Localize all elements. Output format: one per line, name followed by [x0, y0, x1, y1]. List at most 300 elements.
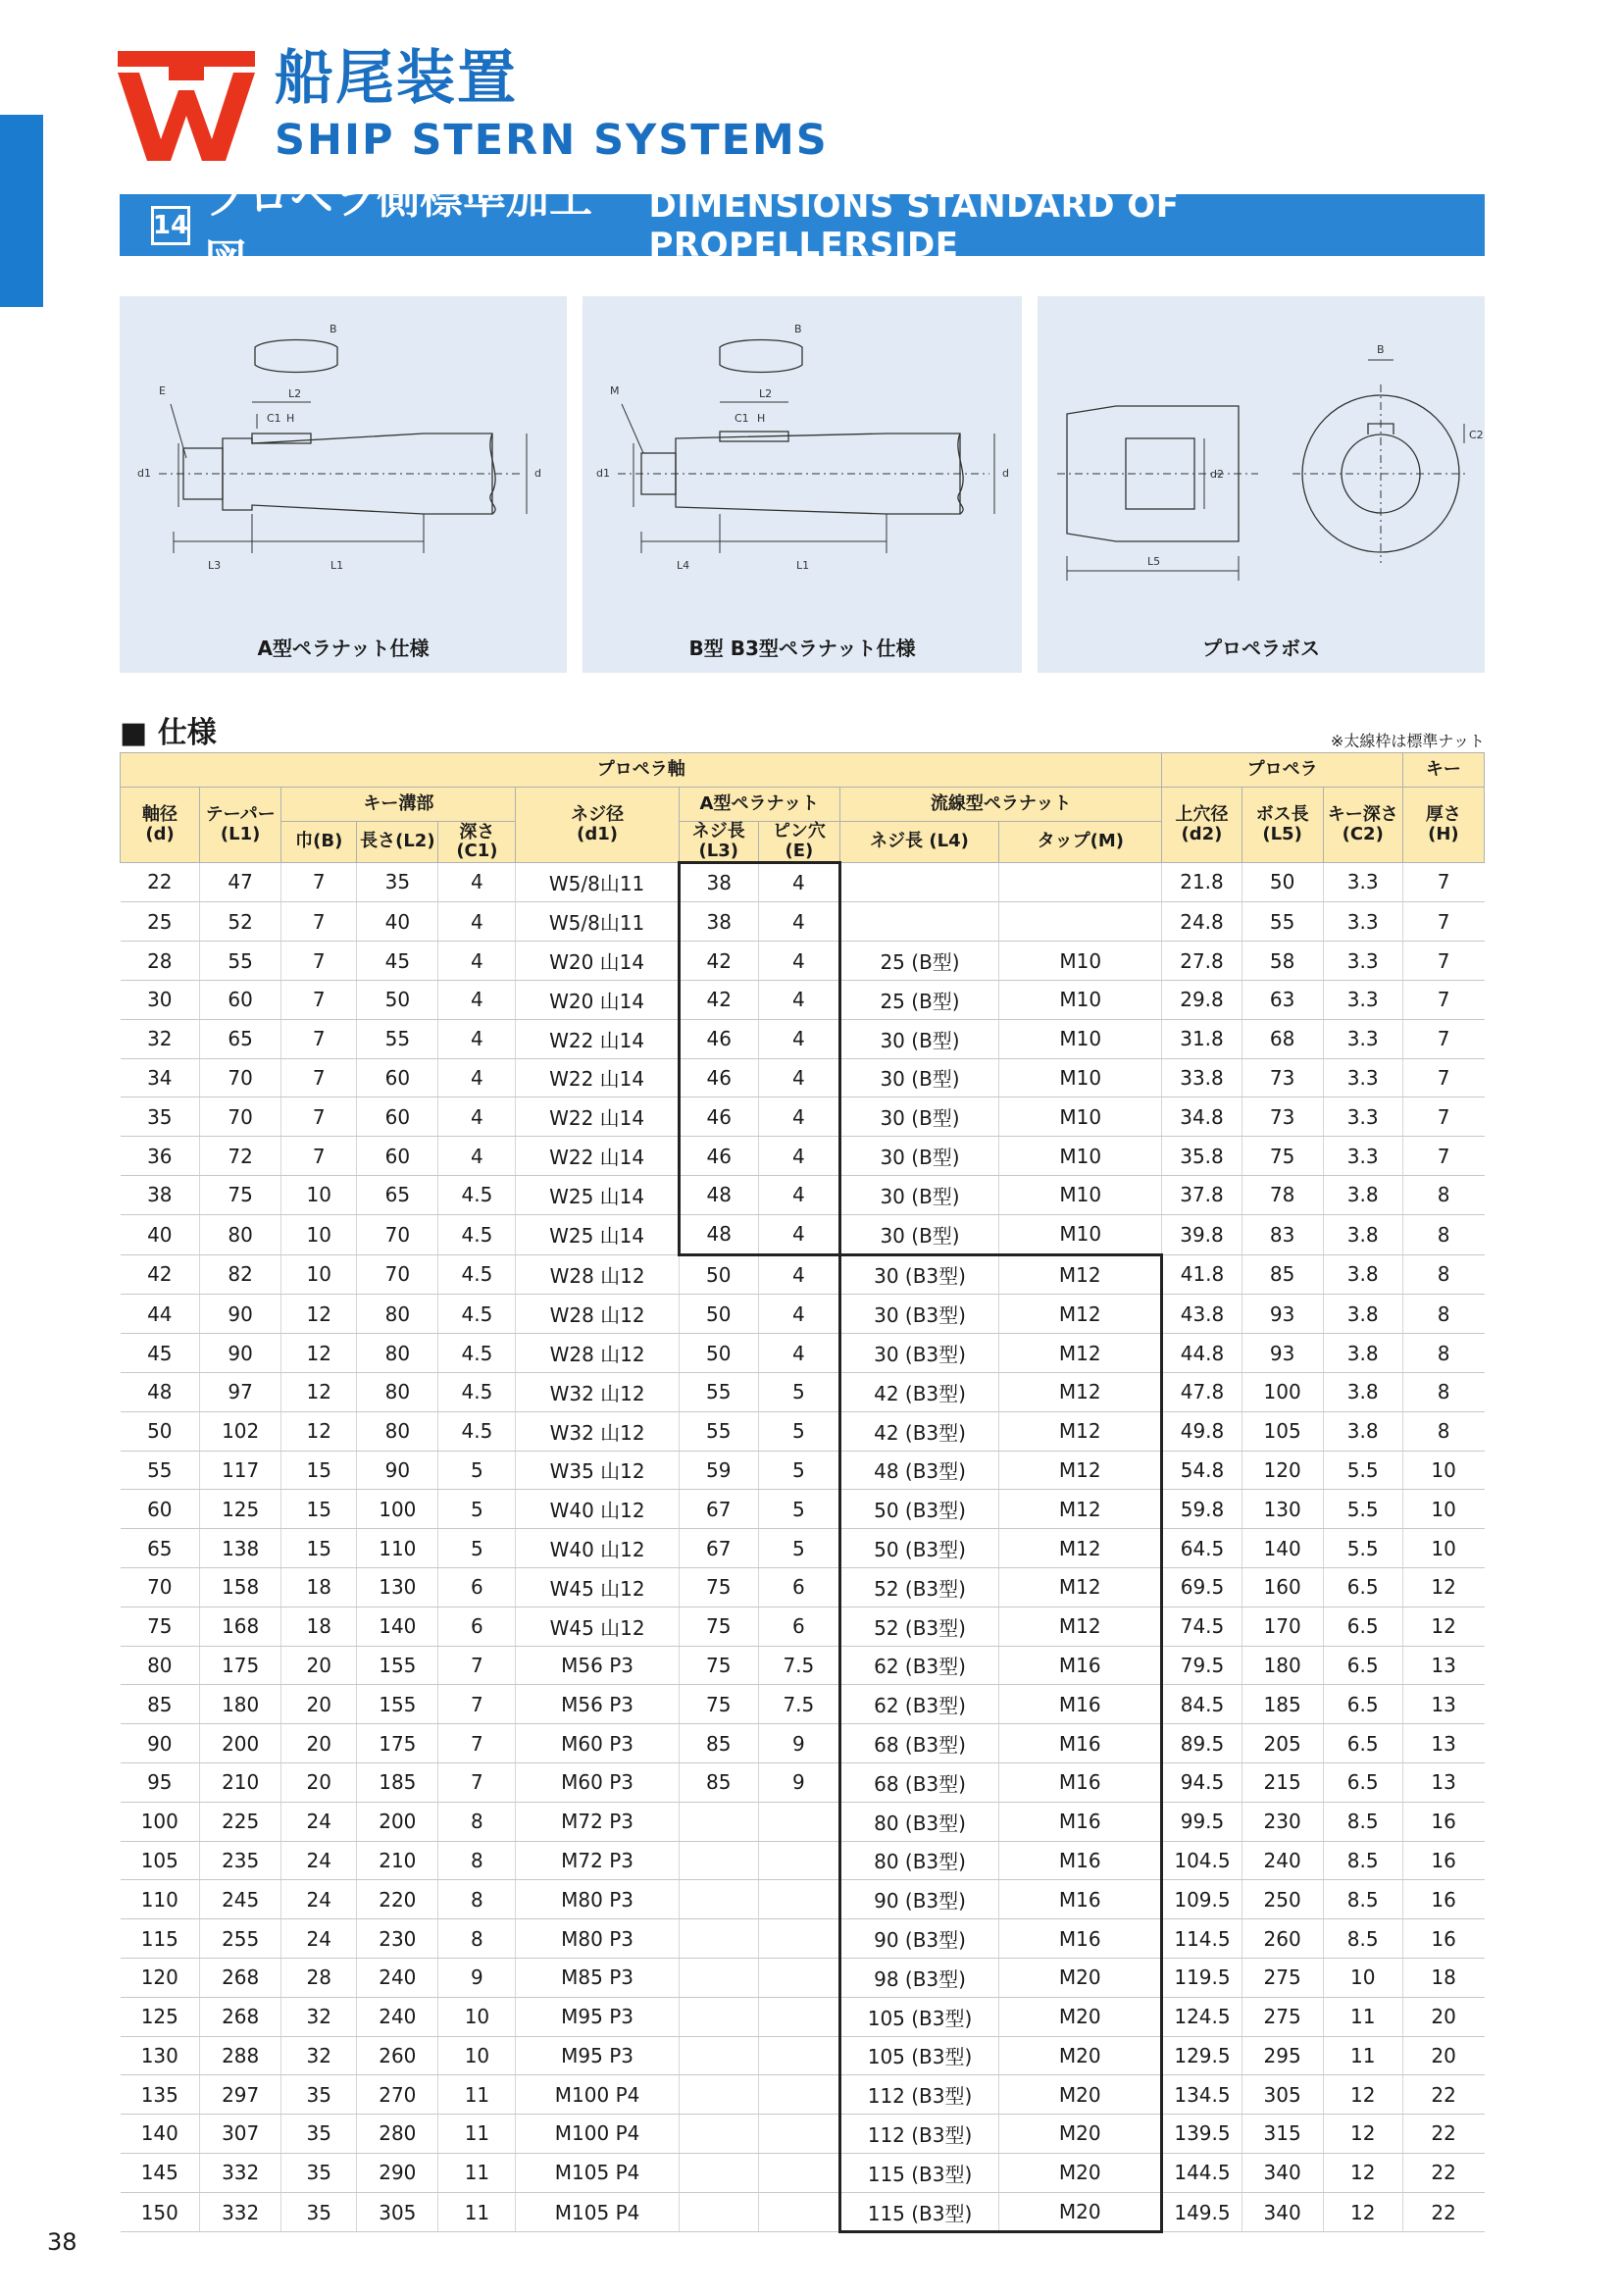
table-cell: 11 — [438, 2075, 516, 2115]
table-row — [121, 1919, 1485, 1959]
table-cell: 4 — [758, 1058, 839, 1097]
table-cell: 38 — [679, 902, 758, 942]
header-key-length: 長さ(L2) — [357, 822, 438, 863]
table-cell: 200 — [200, 1724, 281, 1763]
table-cell: M10 — [999, 1058, 1162, 1097]
table-cell: 49.8 — [1162, 1411, 1242, 1451]
table-cell: 7 — [1402, 1019, 1484, 1058]
table-cell: 15 — [281, 1529, 357, 1568]
table-row — [121, 1529, 1485, 1568]
table-cell: 20 — [281, 1724, 357, 1763]
table-cell: 59.8 — [1162, 1490, 1242, 1529]
table-cell: 240 — [357, 1997, 438, 2036]
table-cell: W22 山14 — [516, 1019, 679, 1058]
table-cell: 84.5 — [1162, 1685, 1242, 1724]
table-cell: 64.5 — [1162, 1529, 1242, 1568]
table-cell: W45 山12 — [516, 1567, 679, 1607]
table-cell: 20 — [1402, 2036, 1484, 2075]
table-cell: 22 — [1402, 2153, 1484, 2192]
table-row — [121, 1097, 1485, 1137]
table-cell: 50 — [679, 1334, 758, 1373]
table-cell: 180 — [200, 1685, 281, 1724]
table-cell: 46 — [679, 1097, 758, 1137]
table-cell: 90 (B3型) — [839, 1919, 998, 1959]
spec-table-body — [121, 862, 1485, 2232]
table-cell: M16 — [999, 1762, 1162, 1802]
table-cell: 8.5 — [1323, 1841, 1402, 1880]
table-cell: 145 — [121, 2153, 200, 2192]
table-cell: M20 — [999, 2153, 1162, 2192]
table-cell: 8 — [1402, 1254, 1484, 1295]
table-cell: 168 — [200, 1607, 281, 1646]
group-header-shaft: プロペラ軸 — [121, 753, 1162, 788]
svg-text:L1: L1 — [796, 559, 810, 572]
table-cell: 200 — [357, 1802, 438, 1841]
table-cell: M16 — [999, 1685, 1162, 1724]
table-cell: 36 — [121, 1137, 200, 1176]
table-cell — [679, 2153, 758, 2192]
table-cell: 30 (B型) — [839, 1137, 998, 1176]
table-cell: 3.8 — [1323, 1214, 1402, 1254]
table-cell: 8.5 — [1323, 1802, 1402, 1841]
table-cell: 7 — [281, 902, 357, 942]
table-cell: 48 — [679, 1214, 758, 1254]
table-cell: 10 — [1402, 1451, 1484, 1490]
table-cell: 48 — [121, 1372, 200, 1411]
table-cell: 100 — [121, 1802, 200, 1841]
table-cell: 7 — [1402, 862, 1484, 902]
table-cell: 5 — [438, 1451, 516, 1490]
table-cell: 260 — [1242, 1919, 1323, 1959]
table-cell: 270 — [357, 2075, 438, 2115]
table-cell — [758, 2075, 839, 2115]
table-cell: 38 — [679, 862, 758, 902]
table-cell: 105 — [1242, 1411, 1323, 1451]
table-cell: 75 — [679, 1685, 758, 1724]
table-cell: 40 — [121, 1214, 200, 1254]
table-cell: 130 — [357, 1567, 438, 1607]
header-shaft-dia-sym: (d) — [145, 823, 175, 844]
table-cell: 7 — [281, 1019, 357, 1058]
table-cell: M10 — [999, 980, 1162, 1019]
table-cell: 205 — [1242, 1724, 1323, 1763]
svg-text:L4: L4 — [677, 559, 690, 572]
table-row — [121, 1411, 1485, 1451]
table-cell: 5 — [758, 1372, 839, 1411]
table-cell: W40 山12 — [516, 1490, 679, 1529]
table-cell: 240 — [357, 1958, 438, 1997]
table-cell: 32 — [121, 1019, 200, 1058]
table-cell: 10 — [1323, 1958, 1402, 1997]
table-cell: 22 — [121, 862, 200, 902]
table-cell: 48 — [679, 1175, 758, 1214]
table-cell: 3.3 — [1323, 1137, 1402, 1176]
table-cell: M105 P4 — [516, 2153, 679, 2192]
table-cell: 80 (B3型) — [839, 1802, 998, 1841]
table-cell: 4 — [758, 1019, 839, 1058]
table-cell: 315 — [1242, 2115, 1323, 2154]
svg-text:M: M — [610, 384, 620, 397]
table-cell: 35.8 — [1162, 1137, 1242, 1176]
header-key-width: 巾(B) — [281, 822, 357, 863]
header-thread-dia — [516, 788, 679, 863]
table-cell: W22 山14 — [516, 1137, 679, 1176]
table-cell: 6 — [438, 1567, 516, 1607]
table-cell: 112 (B3型) — [839, 2115, 998, 2154]
table-cell — [758, 2192, 839, 2232]
table-cell: 24.8 — [1162, 902, 1242, 942]
table-cell: W28 山12 — [516, 1334, 679, 1373]
table-row — [121, 2192, 1485, 2232]
table-cell: 139.5 — [1162, 2115, 1242, 2154]
table-cell — [758, 2115, 839, 2154]
table-cell: 105 (B3型) — [839, 2036, 998, 2075]
diagram-boss-caption: プロペラボス — [1202, 637, 1320, 660]
table-cell: 90 — [200, 1334, 281, 1373]
table-cell: 144.5 — [1162, 2153, 1242, 2192]
table-cell: 210 — [200, 1762, 281, 1802]
table-cell: 27.8 — [1162, 942, 1242, 981]
table-cell: 6.5 — [1323, 1724, 1402, 1763]
table-cell: 25 (B型) — [839, 942, 998, 981]
table-cell: 5.5 — [1323, 1451, 1402, 1490]
svg-text:L5: L5 — [1147, 555, 1161, 568]
table-cell: 185 — [1242, 1685, 1323, 1724]
table-row — [121, 1490, 1485, 1529]
table-row — [121, 942, 1485, 981]
table-cell: 245 — [200, 1880, 281, 1919]
table-cell: 12 — [1402, 1607, 1484, 1646]
table-cell: 25 — [121, 902, 200, 942]
table-cell: W20 山14 — [516, 942, 679, 981]
table-cell: 67 — [679, 1490, 758, 1529]
table-cell: 82 — [200, 1254, 281, 1295]
group-header-key: キー — [1402, 753, 1484, 788]
table-cell: 8 — [1402, 1214, 1484, 1254]
table-cell: 25 (B型) — [839, 980, 998, 1019]
table-cell: 42 — [121, 1254, 200, 1295]
header-key-depth-label: キー深さ — [1327, 804, 1398, 825]
table-cell: 50 (B3型) — [839, 1490, 998, 1529]
table-cell: W22 山14 — [516, 1097, 679, 1137]
table-cell: 22 — [1402, 2192, 1484, 2232]
table-cell: 268 — [200, 1997, 281, 2036]
table-cell: 12 — [281, 1372, 357, 1411]
spec-note: ※太線枠は標準ナット — [1330, 732, 1485, 750]
table-cell: 47.8 — [1162, 1372, 1242, 1411]
table-cell: 85 — [1242, 1254, 1323, 1295]
header-boss-len-sym: (L5) — [1262, 823, 1302, 844]
table-cell: 3.8 — [1323, 1254, 1402, 1295]
header-shaft-dia-label: 軸径 — [142, 804, 178, 825]
table-cell: 120 — [121, 1958, 200, 1997]
table-cell: M85 P3 — [516, 1958, 679, 1997]
table-cell: 90 — [200, 1295, 281, 1334]
table-cell: 215 — [1242, 1762, 1323, 1802]
table-cell: 4 — [758, 1175, 839, 1214]
table-cell: 275 — [1242, 1958, 1323, 1997]
table-row — [121, 1762, 1485, 1802]
table-cell: 185 — [357, 1762, 438, 1802]
table-cell: 6.5 — [1323, 1685, 1402, 1724]
table-cell: 235 — [200, 1841, 281, 1880]
table-cell: 10 — [438, 1997, 516, 2036]
table-cell: 160 — [1242, 1567, 1323, 1607]
table-cell: 3.3 — [1323, 862, 1402, 902]
table-cell: 30 — [121, 980, 200, 1019]
table-row — [121, 1254, 1485, 1295]
table-cell: 8.5 — [1323, 1880, 1402, 1919]
table-cell: 70 — [200, 1058, 281, 1097]
table-cell — [758, 1997, 839, 2036]
table-cell: 13 — [1402, 1724, 1484, 1763]
table-cell: 4 — [758, 902, 839, 942]
table-cell — [839, 862, 998, 902]
table-cell: 10 — [1402, 1529, 1484, 1568]
table-cell: 4 — [758, 942, 839, 981]
table-cell: 68 (B3型) — [839, 1762, 998, 1802]
table-cell: 79.5 — [1162, 1646, 1242, 1685]
table-cell: 35 — [281, 2075, 357, 2115]
table-cell: 75 — [679, 1567, 758, 1607]
table-cell: 4 — [438, 862, 516, 902]
table-cell: 4 — [758, 1254, 839, 1295]
table-cell: 60 — [121, 1490, 200, 1529]
table-cell: 268 — [200, 1958, 281, 1997]
table-cell: 35 — [121, 1097, 200, 1137]
table-cell: 4.5 — [438, 1411, 516, 1451]
table-cell: 55 — [679, 1411, 758, 1451]
table-row — [121, 1880, 1485, 1919]
table-cell: 40 — [357, 902, 438, 942]
company-logo — [118, 51, 255, 161]
table-cell: 99.5 — [1162, 1802, 1242, 1841]
table-cell: 110 — [121, 1880, 200, 1919]
table-cell: M80 P3 — [516, 1880, 679, 1919]
table-cell: 130 — [1242, 1490, 1323, 1529]
table-cell: 29.8 — [1162, 980, 1242, 1019]
table-cell: 30 (B型) — [839, 1097, 998, 1137]
table-cell: M100 P4 — [516, 2075, 679, 2115]
table-row — [121, 902, 1485, 942]
diagram-propeller-boss — [1038, 296, 1485, 673]
table-cell: 22 — [1402, 2075, 1484, 2115]
table-cell: 30 (B型) — [839, 1058, 998, 1097]
table-row — [121, 1019, 1485, 1058]
brand-name-jp: 船尾装置 — [275, 44, 518, 113]
table-cell: 4 — [438, 1019, 516, 1058]
table-cell: 6 — [438, 1607, 516, 1646]
table-cell: W5/8山11 — [516, 902, 679, 942]
table-row — [121, 1607, 1485, 1646]
header-key-thick-label: 厚さ — [1425, 804, 1461, 825]
table-cell: 80 — [357, 1295, 438, 1334]
table-cell: 8 — [1402, 1411, 1484, 1451]
table-cell: 4 — [438, 902, 516, 942]
table-cell: 24 — [281, 1919, 357, 1959]
table-cell: 52 (B3型) — [839, 1607, 998, 1646]
table-cell: 4.5 — [438, 1214, 516, 1254]
table-cell: W28 山12 — [516, 1254, 679, 1295]
group-header-propeller: プロペラ — [1162, 753, 1402, 788]
table-cell: 7 — [281, 862, 357, 902]
table-cell: 54.8 — [1162, 1451, 1242, 1490]
table-cell: 95 — [121, 1762, 200, 1802]
table-cell: M20 — [999, 2036, 1162, 2075]
table-cell: 260 — [357, 2036, 438, 2075]
table-cell: M16 — [999, 1724, 1162, 1763]
table-cell: 7 — [1402, 1137, 1484, 1176]
table-cell — [679, 1802, 758, 1841]
table-cell: 4 — [438, 980, 516, 1019]
table-cell: 12 — [1402, 1567, 1484, 1607]
table-cell: 4 — [438, 1137, 516, 1176]
table-cell: 12 — [1323, 2192, 1402, 2232]
table-cell: 307 — [200, 2115, 281, 2154]
table-cell: 7 — [281, 1137, 357, 1176]
table-cell — [999, 902, 1162, 942]
table-cell: 240 — [1242, 1841, 1323, 1880]
table-cell: 140 — [357, 1607, 438, 1646]
table-cell: 112 (B3型) — [839, 2075, 998, 2115]
table-cell: 290 — [357, 2153, 438, 2192]
table-cell: 124.5 — [1162, 1997, 1242, 2036]
table-cell: M80 P3 — [516, 1919, 679, 1959]
table-cell — [999, 862, 1162, 902]
table-cell: 12 — [281, 1334, 357, 1373]
table-cell: 150 — [121, 2192, 200, 2232]
header-boss-len-label: ボス長 — [1255, 804, 1309, 825]
table-cell: 48 (B3型) — [839, 1451, 998, 1490]
table-cell — [758, 2153, 839, 2192]
table-cell: 6.5 — [1323, 1646, 1402, 1685]
table-cell: 44 — [121, 1295, 200, 1334]
table-cell: 5.5 — [1323, 1490, 1402, 1529]
table-cell — [679, 2115, 758, 2154]
table-cell: 3.8 — [1323, 1175, 1402, 1214]
table-row — [121, 1724, 1485, 1763]
table-cell: M16 — [999, 1880, 1162, 1919]
table-row — [121, 862, 1485, 902]
table-cell: 332 — [200, 2153, 281, 2192]
table-cell: 85 — [679, 1724, 758, 1763]
table-cell: 10 — [281, 1214, 357, 1254]
spec-title: ■ 仕様 — [120, 716, 217, 750]
table-cell: 90 — [357, 1451, 438, 1490]
table-cell: 4.5 — [438, 1372, 516, 1411]
table-cell: 60 — [357, 1097, 438, 1137]
table-cell: 8.5 — [1323, 1919, 1402, 1959]
table-row — [121, 1451, 1485, 1490]
table-cell: 30 (B型) — [839, 1214, 998, 1254]
table-cell: 50 — [1242, 862, 1323, 902]
table-cell: 70 — [200, 1097, 281, 1137]
table-cell: 43.8 — [1162, 1295, 1242, 1334]
table-cell: 24 — [281, 1841, 357, 1880]
table-cell: 3.8 — [1323, 1411, 1402, 1451]
table-cell: 7 — [281, 1097, 357, 1137]
table-cell: 12 — [1323, 2075, 1402, 2115]
table-cell: 7 — [438, 1762, 516, 1802]
table-cell: 20 — [1402, 1997, 1484, 2036]
table-row — [121, 1802, 1485, 1841]
table-cell: 4 — [758, 1334, 839, 1373]
table-cell: 3.8 — [1323, 1372, 1402, 1411]
table-cell: M56 P3 — [516, 1646, 679, 1685]
table-cell — [758, 2036, 839, 2075]
table-cell: 5 — [758, 1451, 839, 1490]
table-cell: 5 — [438, 1490, 516, 1529]
table-cell: M12 — [999, 1567, 1162, 1607]
table-cell: 8 — [1402, 1334, 1484, 1373]
table-cell: W32 山12 — [516, 1372, 679, 1411]
table-cell: 80 (B3型) — [839, 1841, 998, 1880]
table-cell — [679, 2036, 758, 2075]
table-cell: 8 — [1402, 1372, 1484, 1411]
table-cell: 5 — [758, 1529, 839, 1568]
table-cell: 60 — [357, 1058, 438, 1097]
table-cell: 55 — [121, 1451, 200, 1490]
boss-drawing — [1038, 296, 1485, 673]
table-cell: 3.3 — [1323, 1097, 1402, 1137]
section-number: 14 — [151, 206, 190, 245]
table-cell: 30 (B3型) — [839, 1334, 998, 1373]
spec-table — [120, 752, 1485, 2233]
table-cell: 135 — [121, 2075, 200, 2115]
table-cell: 6.5 — [1323, 1567, 1402, 1607]
table-cell: 42 — [679, 980, 758, 1019]
table-cell: 35 — [281, 2153, 357, 2192]
svg-text:d1: d1 — [596, 467, 610, 480]
table-cell: 3.3 — [1323, 1019, 1402, 1058]
svg-text:L2: L2 — [288, 387, 302, 400]
table-cell: 75 — [200, 1175, 281, 1214]
table-cell: 55 — [1242, 902, 1323, 942]
brand-name-en: SHIP STERN SYSTEMS — [275, 116, 829, 165]
table-cell: 288 — [200, 2036, 281, 2075]
table-cell: 15 — [281, 1451, 357, 1490]
diagram-a-caption: A型ペラナット仕様 — [257, 637, 430, 660]
table-cell: 11 — [1323, 2036, 1402, 2075]
table-cell: M20 — [999, 1997, 1162, 2036]
table-cell: 220 — [357, 1880, 438, 1919]
table-cell: 13 — [1402, 1646, 1484, 1685]
table-cell: 35 — [357, 862, 438, 902]
table-row — [121, 1334, 1485, 1373]
table-cell: 30 (B3型) — [839, 1254, 998, 1295]
table-cell: 65 — [121, 1529, 200, 1568]
table-cell: 75 — [679, 1646, 758, 1685]
table-cell: 155 — [357, 1685, 438, 1724]
table-cell — [758, 1841, 839, 1880]
svg-text:B: B — [1377, 343, 1385, 356]
table-cell: 4.5 — [438, 1175, 516, 1214]
table-cell: 24 — [281, 1802, 357, 1841]
table-cell: 12 — [1323, 2153, 1402, 2192]
table-cell: 39.8 — [1162, 1214, 1242, 1254]
table-cell — [839, 902, 998, 942]
table-cell: 69.5 — [1162, 1567, 1242, 1607]
table-cell: 119.5 — [1162, 1958, 1242, 1997]
table-cell: M12 — [999, 1254, 1162, 1295]
table-cell: 12 — [281, 1295, 357, 1334]
table-cell: 83 — [1242, 1214, 1323, 1254]
table-cell: 62 (B3型) — [839, 1685, 998, 1724]
table-cell: 16 — [1402, 1880, 1484, 1919]
table-cell: 60 — [357, 1137, 438, 1176]
table-cell: 38 — [121, 1175, 200, 1214]
table-cell: 3.8 — [1323, 1334, 1402, 1373]
